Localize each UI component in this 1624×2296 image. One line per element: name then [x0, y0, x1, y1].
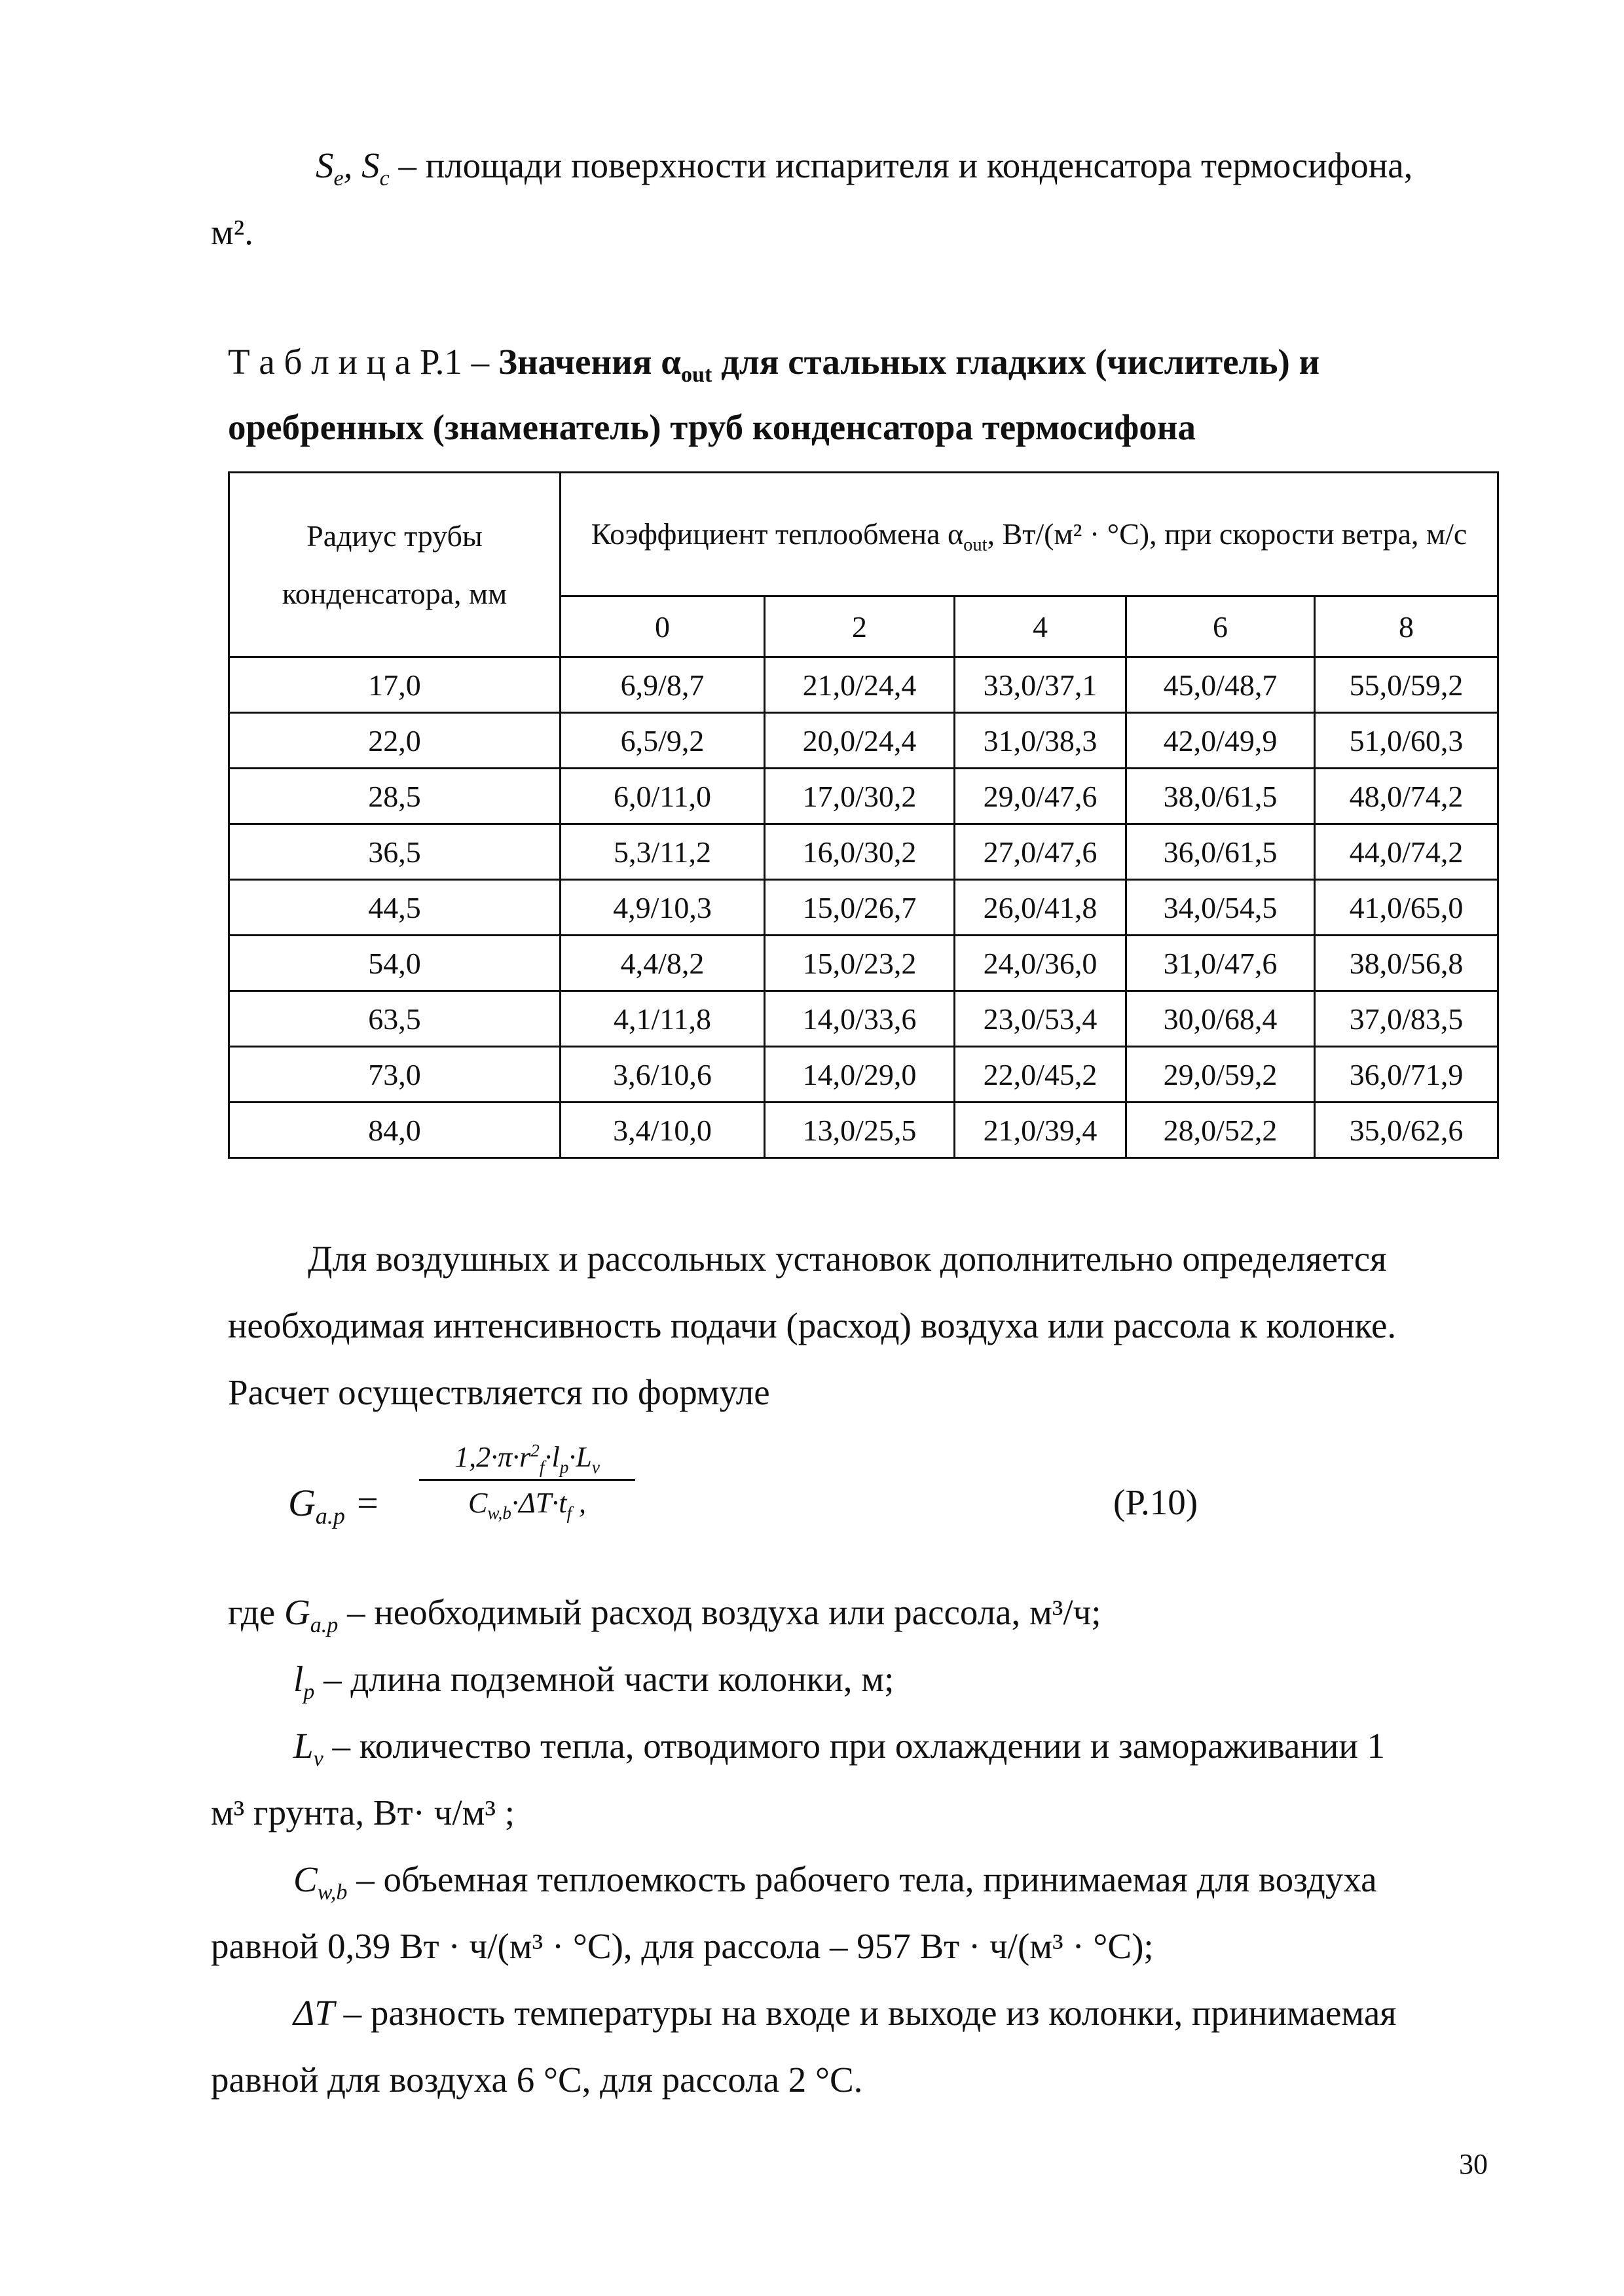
cell-radius: 17,0	[229, 657, 561, 713]
cell-value: 21,0/24,4	[765, 657, 955, 713]
cell-value: 48,0/74,2	[1315, 769, 1498, 824]
def-lv-line2: м³ грунта, Вт· ч/м³ ;	[211, 1793, 515, 1832]
formula-p10	[288, 1440, 681, 1565]
table-caption-line1	[228, 340, 1320, 387]
formula-lhs: $G_{a.p}$ =	[288, 1482, 380, 1529]
speed-header: 0	[561, 596, 765, 657]
symbol-se: $S_e$, $S_c$	[316, 145, 390, 191]
cell-value: 22,0/45,2	[955, 1047, 1126, 1102]
table-caption-line2: оребренных (знаменатель) труб конденсатора термосифона	[228, 407, 1196, 447]
cell-value: 33,0/37,1	[955, 657, 1126, 713]
cell-value: 29,0/47,6	[955, 769, 1126, 824]
cell-value: 6,9/8,7	[561, 657, 765, 713]
cell-value: 42,0/49,9	[1126, 713, 1315, 769]
fraction-bar	[419, 1479, 635, 1481]
table-row	[229, 769, 1498, 824]
formula-denominator: $C_{w,b}\cdot\Delta T\cdot t_f$ ,	[468, 1487, 587, 1523]
def-cwb-line1: $C_{w,b}$ – объемная теплоемкость рабочего тела, принимаемая для воздуха	[293, 1859, 1377, 1904]
cell-value: 17,0/30,2	[765, 769, 955, 824]
page-number: 30	[1459, 2148, 1488, 2180]
table-row	[229, 880, 1498, 936]
def-dt-line1: ΔT – разность температуры на входе и выходе из колонки, принимаемая	[293, 1993, 1397, 2033]
caption-title-sub: out	[680, 363, 712, 387]
cell-value: 36,0/71,9	[1315, 1047, 1498, 1102]
caption-title-part2: для стальных гладких (числитель) и	[712, 342, 1320, 382]
cell-value: 23,0/53,4	[955, 991, 1126, 1047]
formula-numerator: $1,2\cdot\pi\cdot r^2_f\cdot l_p\cdot L_v$	[454, 1440, 600, 1477]
speed-header: 2	[765, 596, 955, 657]
cell-value: 55,0/59,2	[1315, 657, 1498, 713]
cell-value: 4,4/8,2	[561, 936, 765, 991]
speed-header: 4	[955, 596, 1126, 657]
table-row	[229, 824, 1498, 880]
caption-title-part1: Значения α	[498, 342, 681, 382]
cell-value: 31,0/47,6	[1126, 936, 1315, 991]
cell-value: 29,0/59,2	[1126, 1047, 1315, 1102]
cell-radius: 73,0	[229, 1047, 561, 1102]
cell-value: 26,0/41,8	[955, 880, 1126, 936]
cell-radius: 44,5	[229, 880, 561, 936]
cell-value: 38,0/61,5	[1126, 769, 1315, 824]
cell-radius: 54,0	[229, 936, 561, 991]
cell-value: 14,0/33,6	[765, 991, 955, 1047]
intro-unit-line: м².	[211, 212, 254, 252]
col-header-coefficient	[561, 473, 1498, 596]
cell-value: 4,9/10,3	[561, 880, 765, 936]
coef-header-sub: out	[963, 535, 987, 556]
cell-value: 20,0/24,4	[765, 713, 955, 769]
cell-value: 6,0/11,0	[561, 769, 765, 824]
cell-value: 30,0/68,4	[1126, 991, 1315, 1047]
cell-value: 51,0/60,3	[1315, 713, 1498, 769]
cell-value: 3,4/10,0	[561, 1102, 765, 1158]
coef-header-part1: Коэффициент теплообмена α	[591, 517, 964, 551]
paragraph-line2: необходимая интенсивность подачи (расход) воздуха или рассола к колонке.	[228, 1305, 1397, 1345]
cell-value: 21,0/39,4	[955, 1102, 1126, 1158]
cell-value: 41,0/65,0	[1315, 880, 1498, 936]
cell-value: 14,0/29,0	[765, 1047, 955, 1102]
cell-value: 37,0/83,5	[1315, 991, 1498, 1047]
cell-value: 16,0/30,2	[765, 824, 955, 880]
intro-definition-text: – площади поверхности испарителя и конденсатора термосифона,	[389, 145, 1413, 185]
cell-value: 45,0/48,7	[1126, 657, 1315, 713]
cell-value: 13,0/25,5	[765, 1102, 955, 1158]
cell-value: 24,0/36,0	[955, 936, 1126, 991]
caption-prefix: Т а б л и ц а Р.1 –	[228, 342, 498, 382]
table-row	[229, 1047, 1498, 1102]
cell-radius: 84,0	[229, 1102, 561, 1158]
cell-value: 6,5/9,2	[561, 713, 765, 769]
cell-radius: 63,5	[229, 991, 561, 1047]
paragraph-line3: Расчет осуществляется по формуле	[228, 1372, 770, 1412]
cell-value: 34,0/54,5	[1126, 880, 1315, 936]
cell-value: 3,6/10,6	[561, 1047, 765, 1102]
table-row	[229, 936, 1498, 991]
formula-number: (Р.10)	[1113, 1482, 1198, 1522]
table-row	[229, 1102, 1498, 1158]
speed-header: 6	[1126, 596, 1315, 657]
cell-radius: 22,0	[229, 713, 561, 769]
coef-header-part2: , Вт/(м² · °С), при скорости ветра, м/с	[987, 517, 1467, 551]
paragraph-line1: Для воздушных и рассольных установок дополнительно определяется	[308, 1239, 1387, 1279]
cell-value: 31,0/38,3	[955, 713, 1126, 769]
cell-value: 5,3/11,2	[561, 824, 765, 880]
table-row	[229, 991, 1498, 1047]
heat-transfer-table	[228, 471, 1499, 1159]
table-row	[229, 657, 1498, 713]
intro-definition-line	[316, 144, 1413, 191]
def-cwb-line2: равной 0,39 Вт · ч/(м³ · °С), для рассола – 957 Вт · ч/(м³ · °С);	[211, 1926, 1154, 1966]
cell-value: 36,0/61,5	[1126, 824, 1315, 880]
formula-fraction	[419, 1440, 635, 1523]
cell-value: 38,0/56,8	[1315, 936, 1498, 991]
col-header-radius: Радиус трубы конденсатора, мм	[229, 473, 561, 657]
cell-value: 27,0/47,6	[955, 824, 1126, 880]
speed-header: 8	[1315, 596, 1498, 657]
cell-value: 15,0/26,7	[765, 880, 955, 936]
cell-value: 4,1/11,8	[561, 991, 765, 1047]
def-lv-line1: $L_v$ – количество тепла, отводимого при охлаждении и замораживании 1	[293, 1726, 1385, 1771]
cell-radius: 28,5	[229, 769, 561, 824]
cell-value: 35,0/62,6	[1315, 1102, 1498, 1158]
def-lp-line: $l_p$ – длина подземной части колонки, м;	[293, 1659, 895, 1704]
def-dt-line2: равной для воздуха 6 °С, для рассола 2 °С.	[211, 2060, 863, 2100]
table-row	[229, 713, 1498, 769]
cell-value: 28,0/52,2	[1126, 1102, 1315, 1158]
def-gap-line: где $G_{a.p}$ – необходимый расход воздуха или рассола, м³/ч;	[228, 1592, 1101, 1637]
cell-value: 15,0/23,2	[765, 936, 955, 991]
cell-value: 44,0/74,2	[1315, 824, 1498, 880]
cell-radius: 36,5	[229, 824, 561, 880]
